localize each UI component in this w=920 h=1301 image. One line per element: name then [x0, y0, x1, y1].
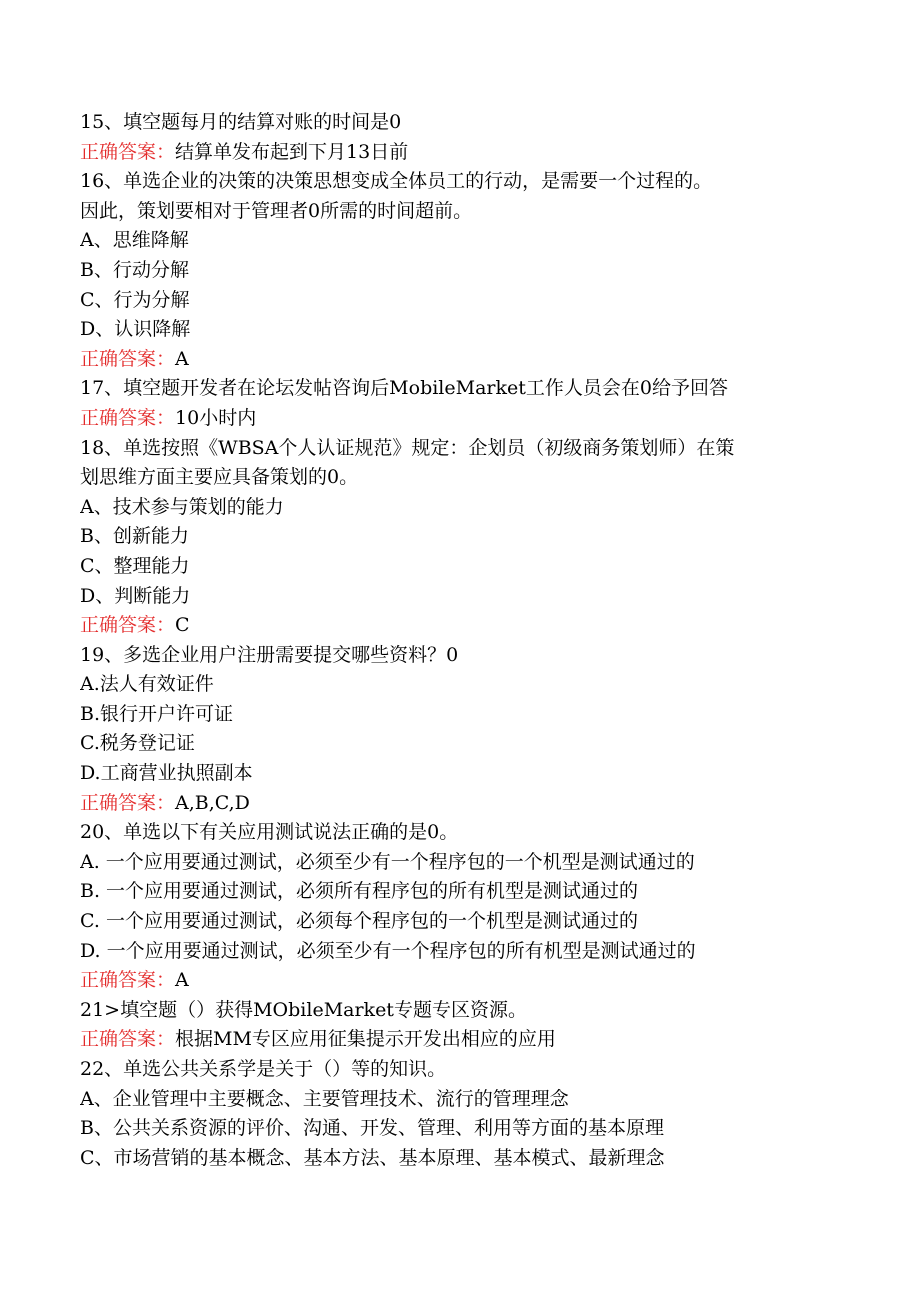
text-line: D. 一个应用要通过测试，必须至少有一个程序包的所有机型是测试通过的	[80, 939, 696, 962]
answer-value: 结算单发布起到下月13日前	[175, 140, 409, 163]
text-line: 19、多选企业用户注册需要提交哪些资料？0	[80, 643, 459, 666]
text-line: D、认识降解	[80, 318, 191, 341]
text-line: B、公共关系资源的评价、沟通、开发、管理、利用等方面的基本原理	[80, 1117, 664, 1140]
answer-line	[80, 966, 900, 996]
text-line: 15、填空题每月的结算对账的时间是0	[80, 111, 402, 133]
text-line: C、行为分解	[80, 288, 190, 311]
answer-line	[80, 404, 900, 434]
answer-label: 正确答案：	[80, 347, 176, 370]
answer-label: 正确答案：	[80, 969, 176, 992]
text-line: A、思维降解	[80, 229, 189, 252]
answer-value: A	[175, 969, 189, 992]
text-line: 18、单选按照《WBSA个人认证规范》规定：企划员（初级商务策划师）在策	[80, 436, 735, 459]
text-line: A、企业管理中主要概念、主要管理技术、流行的管理理念	[80, 1087, 569, 1110]
text-line: 划思维方面主要应具备策划的0。	[80, 466, 359, 489]
answer-value: A,B,C,D	[175, 791, 250, 814]
text-line: 17、填空题开发者在论坛发帖咨询后MobileMarket工作人员会在0给予回答	[80, 377, 728, 400]
text-line: B、行动分解	[80, 258, 189, 281]
answer-line	[80, 611, 900, 641]
answer-line	[80, 1025, 900, 1055]
answer-line	[80, 789, 900, 819]
text-line: C.税务登记证	[80, 732, 195, 755]
text-line: A.法人有效证件	[80, 673, 214, 696]
answer-label: 正确答案：	[80, 406, 176, 429]
text-line: 因此，策划要相对于管理者0所需的时间超前。	[80, 199, 473, 222]
text-line: 21>填空题（）获得MObileMarket专题专区资源。	[80, 998, 527, 1021]
answer-line	[80, 138, 900, 168]
answer-label: 正确答案：	[80, 1028, 176, 1051]
text-line: C、整理能力	[80, 554, 190, 577]
text-line: B. 一个应用要通过测试，必须所有程序包的所有机型是测试通过的	[80, 880, 639, 903]
answer-value: 根据MM专区应用征集提示开发出相应的应用	[175, 1028, 556, 1051]
text-line: A. 一个应用要通过测试，必须至少有一个程序包的一个机型是测试通过的	[80, 850, 695, 873]
text-line: C、市场营销的基本概念、基本方法、基本原理、基本模式、最新理念	[80, 1146, 665, 1169]
text-line: 16、单选企业的决策的决策思想变成全体员工的行动，是需要一个过程的。	[80, 170, 713, 193]
answer-label: 正确答案：	[80, 791, 176, 814]
text-line: D、判断能力	[80, 584, 191, 607]
answer-line	[80, 345, 900, 375]
answer-value: A	[175, 347, 189, 370]
text-line: 20、单选以下有关应用测试说法正确的是0。	[80, 821, 459, 844]
answer-value: C	[175, 614, 190, 637]
answer-value: 10小时内	[175, 406, 257, 429]
text-line: 22、单选公共关系学是关于（）等的知识。	[80, 1058, 447, 1080]
answer-label: 正确答案：	[80, 614, 176, 637]
text-line: B.银行开户许可证	[80, 702, 234, 725]
text-line: C. 一个应用要通过测试，必须每个程序包的一个机型是测试通过的	[80, 910, 638, 933]
text-line: D.工商营业执照副本	[80, 762, 253, 785]
answer-label: 正确答案：	[80, 140, 176, 163]
text-line: A、技术参与策划的能力	[80, 495, 284, 518]
text-line: B、创新能力	[80, 525, 189, 548]
document-body	[80, 108, 900, 1173]
